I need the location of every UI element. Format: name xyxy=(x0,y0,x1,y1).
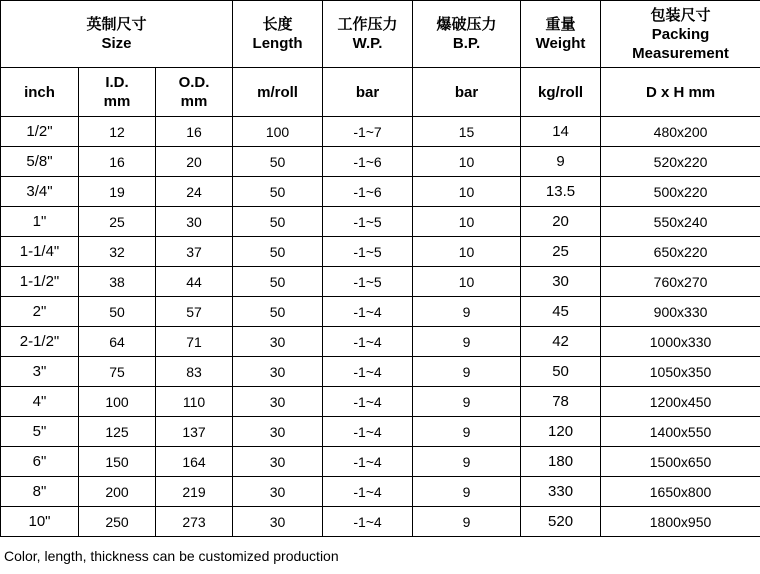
weight-cell: 20 xyxy=(521,207,601,237)
weight-cell: 13.5 xyxy=(521,177,601,207)
table-row xyxy=(1,417,760,447)
weight-cell: 25 xyxy=(521,237,601,267)
wp-cell: -1~4 xyxy=(323,387,413,417)
id-cell: 75 xyxy=(79,357,156,387)
wp-unit: bar xyxy=(323,68,413,117)
inch-cell: 1-1/4" xyxy=(1,237,79,267)
inch-cell: 3" xyxy=(1,357,79,387)
table-row xyxy=(1,507,760,537)
od-cell: 37 xyxy=(156,237,233,267)
weight-cell: 9 xyxy=(521,147,601,177)
bp-cell: 9 xyxy=(413,387,521,417)
id-cell: 25 xyxy=(79,207,156,237)
od-cell: 44 xyxy=(156,267,233,297)
wp-cell: -1~4 xyxy=(323,477,413,507)
table-row xyxy=(1,237,760,267)
od-cell: 24 xyxy=(156,177,233,207)
packing-cell: 900x330 xyxy=(601,297,760,327)
bp-cell: 10 xyxy=(413,177,521,207)
weight-cell: 42 xyxy=(521,327,601,357)
inch-cell: 8" xyxy=(1,477,79,507)
length-cell: 30 xyxy=(233,417,323,447)
wp-cell: -1~6 xyxy=(323,147,413,177)
inch-cell: 1-1/2" xyxy=(1,267,79,297)
length-cell: 50 xyxy=(233,177,323,207)
weight-cell: 520 xyxy=(521,507,601,537)
weight-cell: 330 xyxy=(521,477,601,507)
bp-cell: 10 xyxy=(413,267,521,297)
od-subheader: O.D. mm xyxy=(156,68,233,117)
table-row xyxy=(1,207,760,237)
wp-cell: -1~4 xyxy=(323,327,413,357)
id-cell: 19 xyxy=(79,177,156,207)
id-cell: 64 xyxy=(79,327,156,357)
table-row xyxy=(1,117,760,147)
table-row xyxy=(1,387,760,417)
length-cell: 30 xyxy=(233,327,323,357)
packing-cell: 760x270 xyxy=(601,267,760,297)
weight-unit: kg/roll xyxy=(521,68,601,117)
packing-cell: 550x240 xyxy=(601,207,760,237)
header-row xyxy=(1,1,760,68)
bp-cell: 10 xyxy=(413,147,521,177)
bp-cell: 10 xyxy=(413,237,521,267)
od-cell: 20 xyxy=(156,147,233,177)
weight-cell: 45 xyxy=(521,297,601,327)
length-cell: 30 xyxy=(233,447,323,477)
bp-cell: 9 xyxy=(413,447,521,477)
od-cell: 83 xyxy=(156,357,233,387)
inch-cell: 6" xyxy=(1,447,79,477)
od-cell: 219 xyxy=(156,477,233,507)
od-cell: 273 xyxy=(156,507,233,537)
packing-cell: 1650x800 xyxy=(601,477,760,507)
bp-header: 爆破压力 B.P. xyxy=(413,1,521,68)
length-cell: 50 xyxy=(233,147,323,177)
od-cell: 57 xyxy=(156,297,233,327)
length-cell: 30 xyxy=(233,507,323,537)
id-cell: 50 xyxy=(79,297,156,327)
inch-cell: 5/8" xyxy=(1,147,79,177)
od-cell: 137 xyxy=(156,417,233,447)
weight-cell: 78 xyxy=(521,387,601,417)
weight-header: 重量 Weight xyxy=(521,1,601,68)
inch-cell: 2-1/2" xyxy=(1,327,79,357)
weight-cell: 30 xyxy=(521,267,601,297)
id-cell: 150 xyxy=(79,447,156,477)
wp-cell: -1~4 xyxy=(323,357,413,387)
wp-cell: -1~5 xyxy=(323,237,413,267)
table-row xyxy=(1,177,760,207)
size-header: 英制尺寸 Size xyxy=(1,1,233,68)
wp-cell: -1~4 xyxy=(323,297,413,327)
id-cell: 32 xyxy=(79,237,156,267)
subheader-row xyxy=(1,68,760,117)
bp-unit: bar xyxy=(413,68,521,117)
table-row xyxy=(1,447,760,477)
customization-note: Color, length, thickness can be customized production xyxy=(4,548,339,564)
od-cell: 164 xyxy=(156,447,233,477)
length-cell: 30 xyxy=(233,357,323,387)
inch-cell: 1" xyxy=(1,207,79,237)
wp-cell: -1~4 xyxy=(323,507,413,537)
bp-cell: 15 xyxy=(413,117,521,147)
id-cell: 38 xyxy=(79,267,156,297)
wp-cell: -1~4 xyxy=(323,417,413,447)
packing-cell: 1500x650 xyxy=(601,447,760,477)
packing-header: 包装尺寸 Packing Measurement xyxy=(601,1,760,68)
bp-cell: 9 xyxy=(413,417,521,447)
packing-cell: 500x220 xyxy=(601,177,760,207)
packing-unit: D x H mm xyxy=(601,68,760,117)
weight-cell: 120 xyxy=(521,417,601,447)
weight-cell: 14 xyxy=(521,117,601,147)
table-row xyxy=(1,327,760,357)
id-cell: 100 xyxy=(79,387,156,417)
inch-cell: 1/2" xyxy=(1,117,79,147)
bp-cell: 9 xyxy=(413,327,521,357)
packing-cell: 650x220 xyxy=(601,237,760,267)
length-cell: 30 xyxy=(233,387,323,417)
wp-cell: -1~7 xyxy=(323,117,413,147)
id-cell: 200 xyxy=(79,477,156,507)
inch-subheader: inch xyxy=(1,68,79,117)
table-row xyxy=(1,147,760,177)
length-cell: 30 xyxy=(233,477,323,507)
length-cell: 100 xyxy=(233,117,323,147)
inch-cell: 2" xyxy=(1,297,79,327)
wp-header: 工作压力 W.P. xyxy=(323,1,413,68)
inch-cell: 3/4" xyxy=(1,177,79,207)
length-cell: 50 xyxy=(233,267,323,297)
bp-cell: 9 xyxy=(413,477,521,507)
length-cell: 50 xyxy=(233,237,323,267)
id-subheader: I.D. mm xyxy=(79,68,156,117)
wp-cell: -1~4 xyxy=(323,447,413,477)
table-row xyxy=(1,477,760,507)
od-cell: 30 xyxy=(156,207,233,237)
od-cell: 110 xyxy=(156,387,233,417)
id-cell: 12 xyxy=(79,117,156,147)
length-cell: 50 xyxy=(233,207,323,237)
id-cell: 250 xyxy=(79,507,156,537)
od-cell: 16 xyxy=(156,117,233,147)
weight-cell: 50 xyxy=(521,357,601,387)
length-header: 长度 Length xyxy=(233,1,323,68)
packing-cell: 480x200 xyxy=(601,117,760,147)
weight-cell: 180 xyxy=(521,447,601,477)
bp-cell: 10 xyxy=(413,207,521,237)
table-row xyxy=(1,267,760,297)
wp-cell: -1~5 xyxy=(323,267,413,297)
inch-cell: 4" xyxy=(1,387,79,417)
bp-cell: 9 xyxy=(413,357,521,387)
packing-cell: 1200x450 xyxy=(601,387,760,417)
length-cell: 50 xyxy=(233,297,323,327)
od-cell: 71 xyxy=(156,327,233,357)
id-cell: 16 xyxy=(79,147,156,177)
packing-cell: 1050x350 xyxy=(601,357,760,387)
bp-cell: 9 xyxy=(413,507,521,537)
id-cell: 125 xyxy=(79,417,156,447)
table-row xyxy=(1,297,760,327)
packing-cell: 1400x550 xyxy=(601,417,760,447)
wp-cell: -1~6 xyxy=(323,177,413,207)
wp-cell: -1~5 xyxy=(323,207,413,237)
inch-cell: 10" xyxy=(1,507,79,537)
packing-cell: 1800x950 xyxy=(601,507,760,537)
inch-cell: 5" xyxy=(1,417,79,447)
table-row xyxy=(1,357,760,387)
length-unit: m/roll xyxy=(233,68,323,117)
bp-cell: 9 xyxy=(413,297,521,327)
packing-cell: 1000x330 xyxy=(601,327,760,357)
packing-cell: 520x220 xyxy=(601,147,760,177)
